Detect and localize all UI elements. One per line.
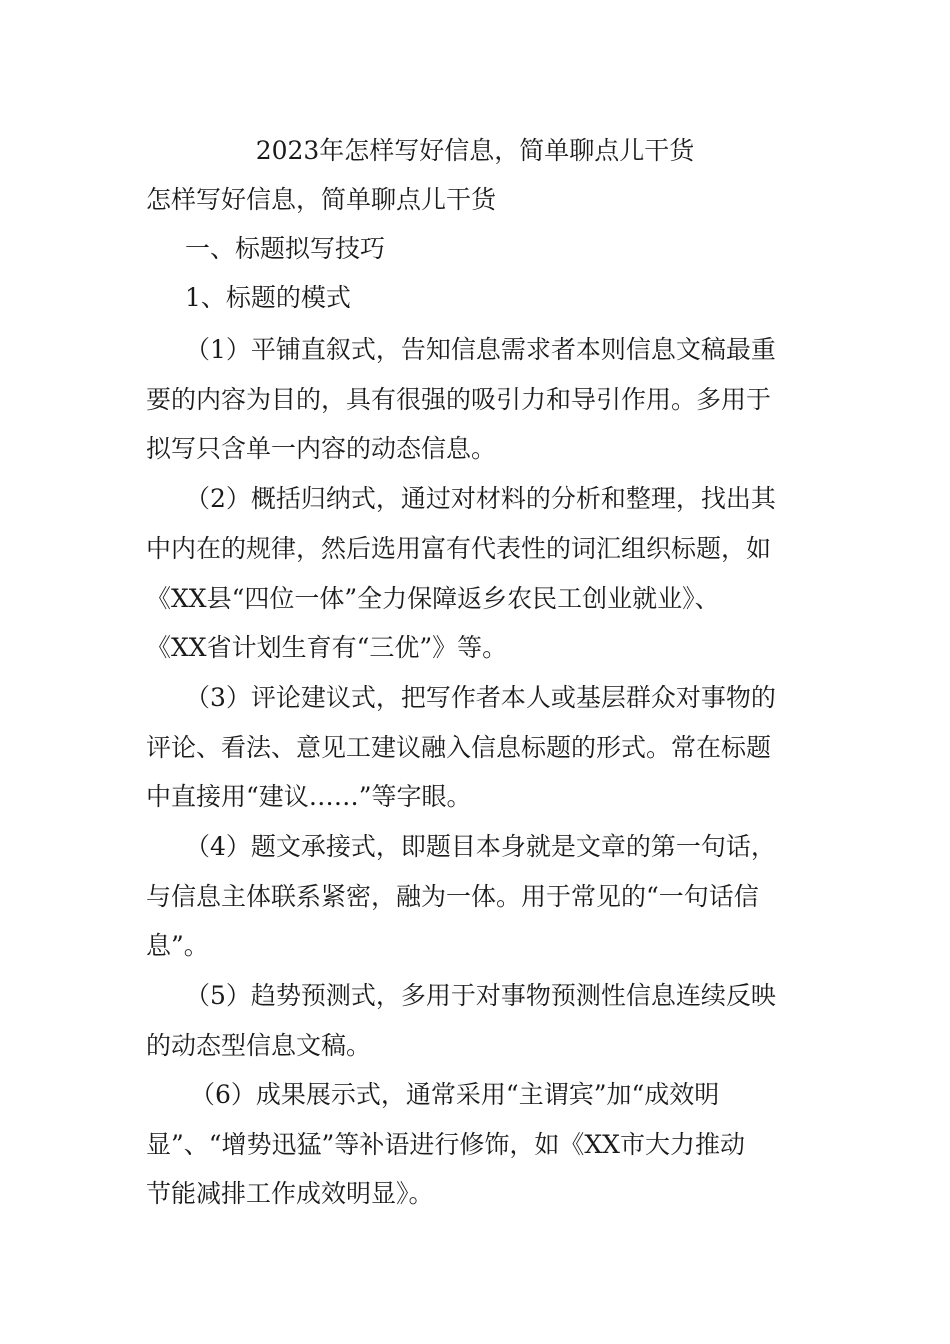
subsection-heading: 1、标题的模式 bbox=[185, 283, 351, 312]
paragraph-line: （3）评论建议式，把写作者本人或基层群众对事物的 bbox=[185, 683, 776, 712]
paragraph-line: （1）平铺直叙式，告知信息需求者本则信息文稿最重 bbox=[185, 335, 776, 364]
paragraph-line: 《XX县“四位一体”全力保障返乡农民工创业就业》、 bbox=[146, 584, 720, 613]
paragraph-line: 要的内容为目的，具有很强的吸引力和导引作用。多用于 bbox=[146, 385, 772, 414]
paragraph-line: 《XX省计划生育有“三优”》等。 bbox=[146, 633, 508, 662]
paragraph-line: （5）趋势预测式，多用于对事物预测性信息连续反映 bbox=[185, 981, 776, 1010]
paragraph-line: 评论、看法、意见工建议融入信息标题的形式。常在标题 bbox=[146, 733, 772, 762]
paragraph-line: （6）成果展示式，通常采用“主谓宾”加“成效明 bbox=[190, 1080, 720, 1109]
paragraph-line: 显”、“增势迅猛”等补语进行修饰，如《XX市大力推动 bbox=[146, 1130, 745, 1159]
paragraph-line: 节能减排工作成效明显》。 bbox=[146, 1179, 434, 1208]
subtitle-line: 怎样写好信息，简单聊点儿干货 bbox=[146, 185, 497, 214]
paragraph-line: 的动态型信息文稿。 bbox=[146, 1031, 372, 1060]
document-title: 2023年怎样写好信息，简单聊点儿干货 bbox=[255, 136, 695, 165]
paragraph-line: 中内在的规律，然后选用富有代表性的词汇组织标题，如 bbox=[146, 534, 772, 563]
paragraph-line: 拟写只含单一内容的动态信息。 bbox=[146, 434, 497, 463]
paragraph-line: （2）概括归纳式，通过对材料的分析和整理，找出其 bbox=[185, 484, 776, 513]
section-heading: 一、标题拟写技巧 bbox=[185, 234, 386, 263]
paragraph-line: （4）题文承接式，即题目本身就是文章的第一句话， bbox=[185, 832, 776, 861]
paragraph-line: 与信息主体联系紧密，融为一体。用于常见的“一句话信 bbox=[146, 882, 759, 911]
paragraph-line: 中直接用“建议……”等字眼。 bbox=[146, 782, 472, 811]
paragraph-line: 息”。 bbox=[146, 931, 209, 960]
